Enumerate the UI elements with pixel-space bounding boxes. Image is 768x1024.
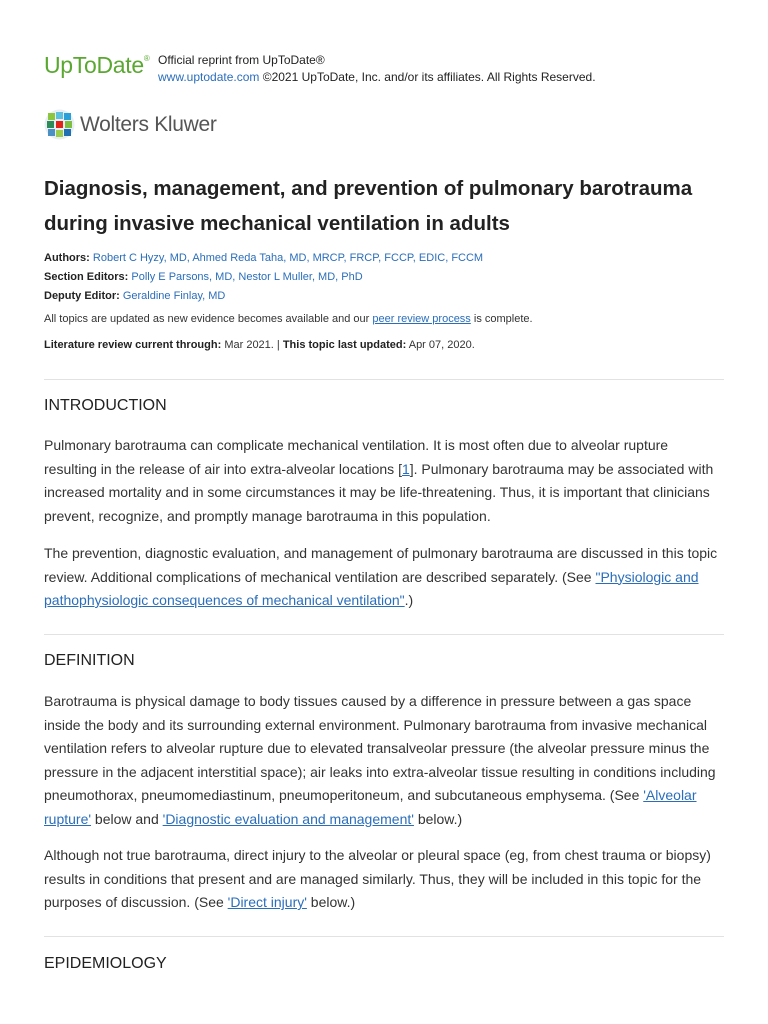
- review-dates: [44, 339, 475, 351]
- section-divider: [44, 936, 724, 937]
- definition-paragraph-2: Although not true barotrauma, direct injury to the alveolar or pleural space (eg, from chest trauma or biopsy) results in conditions that present and are managed similarly. Thus, they will be included in this topic for the purposes of discussion. (See 'Direct injury' below.): [44, 847, 711, 910]
- lit-review-label: Literature review current through:: [44, 339, 222, 351]
- direct-injury-link[interactable]: 'Direct injury': [227, 894, 307, 910]
- section-heading-introduction: INTRODUCTION: [44, 397, 167, 414]
- article-title: Diagnosis, management, and prevention of pulmonary barotrauma during invasive mechanical ventilation in adults: [44, 177, 693, 235]
- article-credits: [44, 249, 483, 306]
- copyright-text: ©2021 UpToDate, Inc. and/or its affiliates. All Rights Reserved.: [262, 70, 596, 84]
- wolters-kluwer-mosaic-icon: [44, 109, 75, 140]
- uptodate-site-link[interactable]: www.uptodate.com: [158, 70, 260, 84]
- section-editors-link[interactable]: Polly E Parsons, MD, Nestor L Muller, MD, PhD: [131, 271, 363, 283]
- deputy-editor-label: Deputy Editor:: [44, 290, 120, 302]
- lit-review-value: Mar 2021. |: [221, 339, 283, 351]
- authors-label: Authors:: [44, 252, 90, 264]
- introduction-paragraph-1: Pulmonary barotrauma can complicate mechanical ventilation. It is most often due to alveolar rupture resulting in the release of air into extra-alveolar locations [1]. Pulmonary barotrauma may be associated with increased mortality and in some circumstances it may be life-threatening. Thus, it is important that clinicians prevent, recognize, and promptly manage barotrauma in this population.: [44, 437, 714, 524]
- wolters-kluwer-logo: [44, 109, 217, 140]
- physiologic-consequences-link[interactable]: "Physiologic and pathophysiologic consequences of mechanical ventilation": [44, 568, 699, 608]
- uptodate-logo-text: UpToDate: [44, 52, 144, 78]
- last-updated-value: Apr 07, 2020.: [406, 339, 475, 351]
- section-divider: [44, 379, 724, 380]
- section-heading-epidemiology: EPIDEMIOLOGY: [44, 955, 167, 972]
- wolters-kluwer-wordmark: Wolters Kluwer: [80, 112, 217, 136]
- section-editors-label: Section Editors:: [44, 271, 129, 283]
- peer-review-link[interactable]: peer review process: [372, 313, 471, 325]
- reprint-notice: [158, 52, 596, 86]
- introduction-paragraph-2: The prevention, diagnostic evaluation, and management of pulmonary barotrauma are discussed in this topic review. Additional complications of mechanical ventilation are described separately. (See "Physiologic and pathophysiologic consequences of mechanical ventilation".): [44, 545, 718, 608]
- uptodate-logo[interactable]: [44, 52, 150, 79]
- update-note: All topics are updated as new evidence becomes available and our peer review process is complete.: [44, 313, 533, 325]
- reference-link-1[interactable]: 1: [401, 460, 410, 477]
- section-heading-definition: DEFINITION: [44, 652, 135, 669]
- authors-link[interactable]: Robert C Hyzy, MD, Ahmed Reda Taha, MD, MRCP, FRCP, FCCP, EDIC, FCCM: [92, 252, 484, 264]
- deputy-editor-link[interactable]: Geraldine Finlay, MD: [122, 290, 226, 302]
- alveolar-rupture-link[interactable]: 'Alveolar rupture': [44, 787, 697, 827]
- definition-paragraph-1: Barotrauma is physical damage to body tissues caused by a difference in pressure between a gas space inside the body and its surrounding external environment. Pulmonary barotrauma from invasive mechanical ventilation refers to alveolar rupture due to elevated transalveolar pressure (the alveolar pressure minus the pressure in the adjacent interstitial space); air leaks into extra-alveolar tissue resulting in conditions including pneumothorax, pneumomediastinum, pneumoperitoneum, and subcutaneous emphysema. (See 'Alveolar rupture' below and 'Diagnostic evaluation and management' below.): [44, 693, 716, 827]
- last-updated-label: This topic last updated:: [282, 339, 407, 351]
- section-divider: [44, 634, 724, 635]
- uptodate-logo-mark: ®: [143, 54, 150, 63]
- reprint-line: Official reprint from UpToDate®: [158, 53, 325, 67]
- diagnostic-evaluation-link[interactable]: 'Diagnostic evaluation and management': [162, 810, 414, 827]
